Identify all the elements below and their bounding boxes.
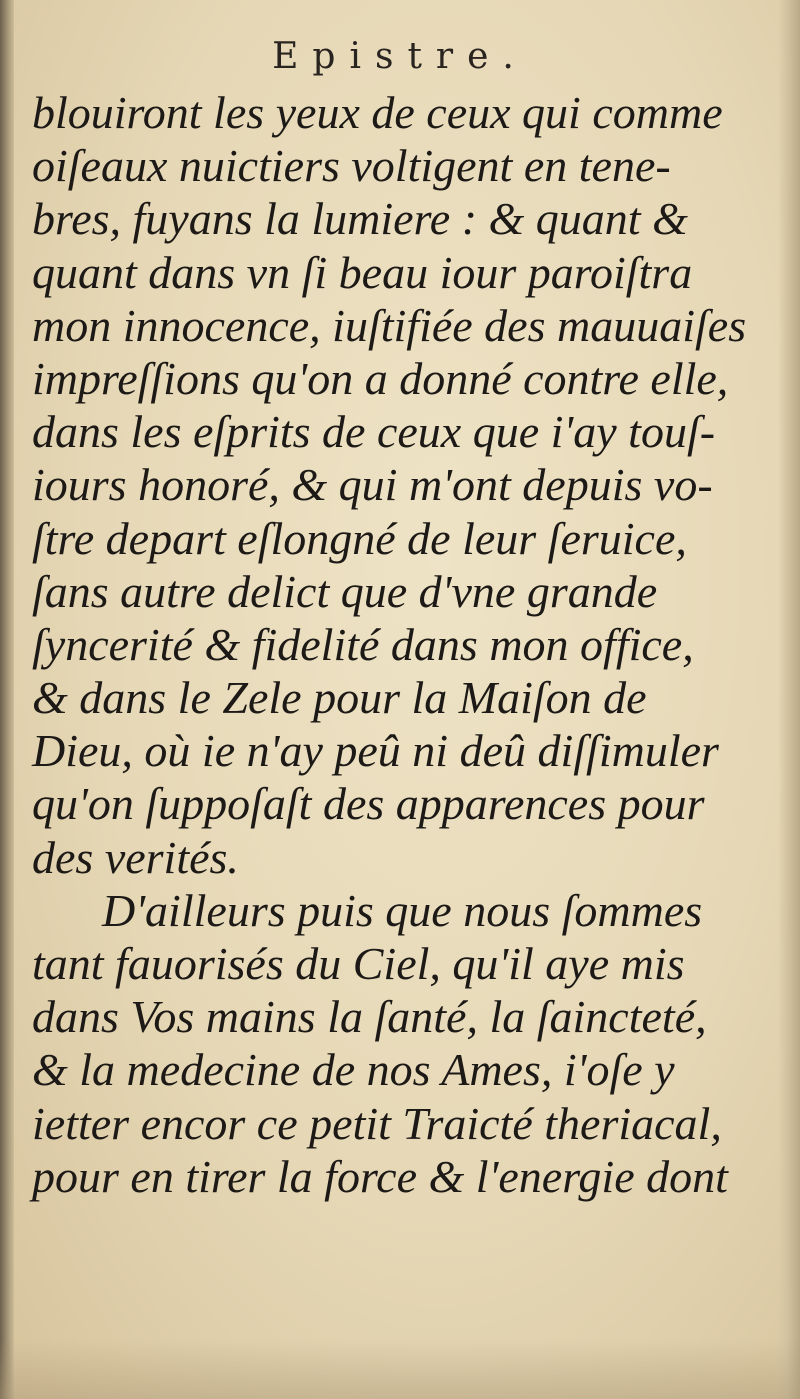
text-line: des verités. <box>32 831 239 883</box>
text-line: & la medecine de nos Ames, i'oſe y <box>32 1044 675 1096</box>
text-line: quant dans vn ſi beau iour paroiſtra <box>32 246 693 298</box>
text-line: qu'on ſuppoſaſt des apparences pour <box>32 778 705 830</box>
body-text <box>32 86 772 1203</box>
text-line: ietter encor ce petit Traicté theriacal, <box>32 1097 722 1149</box>
text-line: mon innocence, iuſtifiée des mauuaiſes <box>32 299 747 351</box>
page-bottom-shade <box>0 1339 800 1399</box>
text-line: pour en tirer la force & l'energie dont <box>32 1150 728 1202</box>
page-gutter-edge <box>0 0 14 1399</box>
text-line: oiſeaux nuictiers voltigent en tene- <box>32 140 671 192</box>
page-right-edge <box>778 0 800 1399</box>
text-line: & dans le Zele pour la Maiſon de <box>32 672 647 724</box>
text-line: ſtre depart eſlongné de leur ſeruice, <box>32 512 687 564</box>
text-line: ſyncerité & fidelité dans mon office, <box>32 618 694 670</box>
text-line: Dieu, où ie n'ay peû ni deû diſſimuler <box>32 725 719 777</box>
text-line: tant fauorisés du Ciel, qu'il aye mis <box>32 938 685 989</box>
paragraph-start-line: D'ailleurs puis que nous ſommes <box>102 884 703 936</box>
text-line: bres, fuyans la lumiere : & quant & <box>32 193 688 245</box>
text-line: ſans autre delict que d'vne grande <box>32 565 658 617</box>
text-line: blouiront les yeux de ceux qui comme <box>32 87 723 138</box>
text-line: dans Vos mains la ſanté, la ſaincteté, <box>32 991 707 1043</box>
text-line: dans les eſprits de ceux que i'ay touſ- <box>32 406 716 458</box>
text-line: impreſſions qu'on a donné contre elle, <box>32 352 729 404</box>
text-line: iours honoré, & qui m'ont depuis vo- <box>32 459 713 511</box>
running-head: Epistre. <box>272 36 528 77</box>
